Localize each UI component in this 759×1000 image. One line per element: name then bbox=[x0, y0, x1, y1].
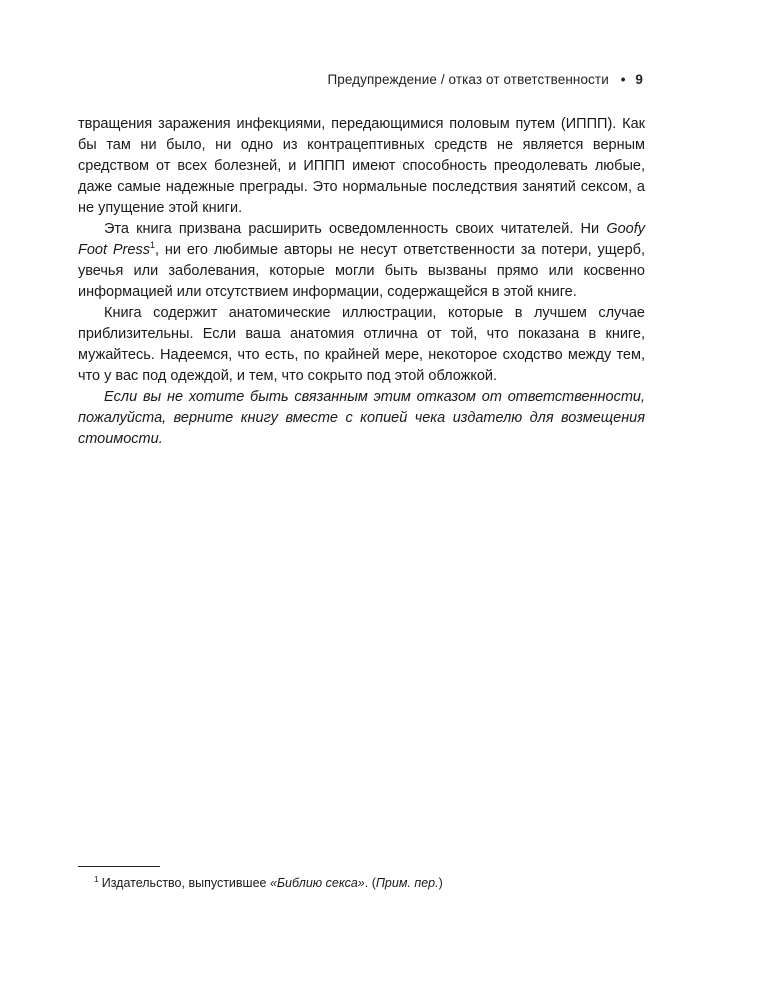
paragraph-3: Книга содержит анатомические иллюстрации, которые в лучшем случае приблизительны. Если ваша анатомия отлична от той, что показана в книге, мужайтесь. Надеемся, что есть, по крайней мере, некоторое сходство между тем, что у вас под одеждой, и тем, что сокрыто под этой обложкой. bbox=[78, 305, 645, 384]
paragraph-2 bbox=[78, 219, 645, 303]
publisher-name: Goofy Foot Press bbox=[78, 221, 645, 258]
footnote-rule bbox=[78, 866, 160, 867]
footnote-text-after: ) bbox=[438, 876, 443, 890]
paragraph-1: твращения заражения инфекциями, передающимися половым путем (ИППП). Как бы там ни было, ни одно из контрацептивных средств не является верным средством от всех болезней, и ИППП имеют способность преодолевать любые, даже самые надежные преграды. Это нормальные последствия занятий сексом, а не упущение этой книги. bbox=[78, 116, 645, 216]
footnote-text-before: Издательство, выпустившее bbox=[101, 876, 270, 890]
paragraph-2-end: , ни его любимые авторы не несут ответственности за потери, ущерб, увечья или заболевания, которые могли быть вызваны прямо или косвенно информацией или отсутствием информации, содержащейся в этой книге. bbox=[78, 242, 646, 300]
running-header bbox=[327, 72, 643, 87]
footnote-translator-note: Прим. пер. bbox=[375, 876, 439, 890]
paragraph-2-start: Эта книга призвана расширить осведомленность своих читателей. Ни bbox=[104, 221, 607, 237]
paragraph-4 bbox=[78, 387, 645, 450]
footnote-reference[interactable]: 1 bbox=[149, 240, 155, 251]
running-title: Предупреждение / отказ от ответственности bbox=[327, 72, 609, 87]
footnote-mark: 1 bbox=[94, 873, 99, 884]
header-bullet: • bbox=[620, 72, 626, 87]
page-number: 9 bbox=[635, 72, 643, 87]
footnote bbox=[94, 875, 443, 891]
footnote-book-title: «Библию секса» bbox=[269, 876, 365, 890]
body-text bbox=[78, 114, 645, 450]
footnote-text-middle: . ( bbox=[364, 876, 376, 890]
paragraph-4-italic: Если вы не хотите быть связанным этим отказом от ответственности, пожалуйста, верните книгу вместе с копией чека издателю для возмещения стоимости. bbox=[78, 389, 645, 447]
